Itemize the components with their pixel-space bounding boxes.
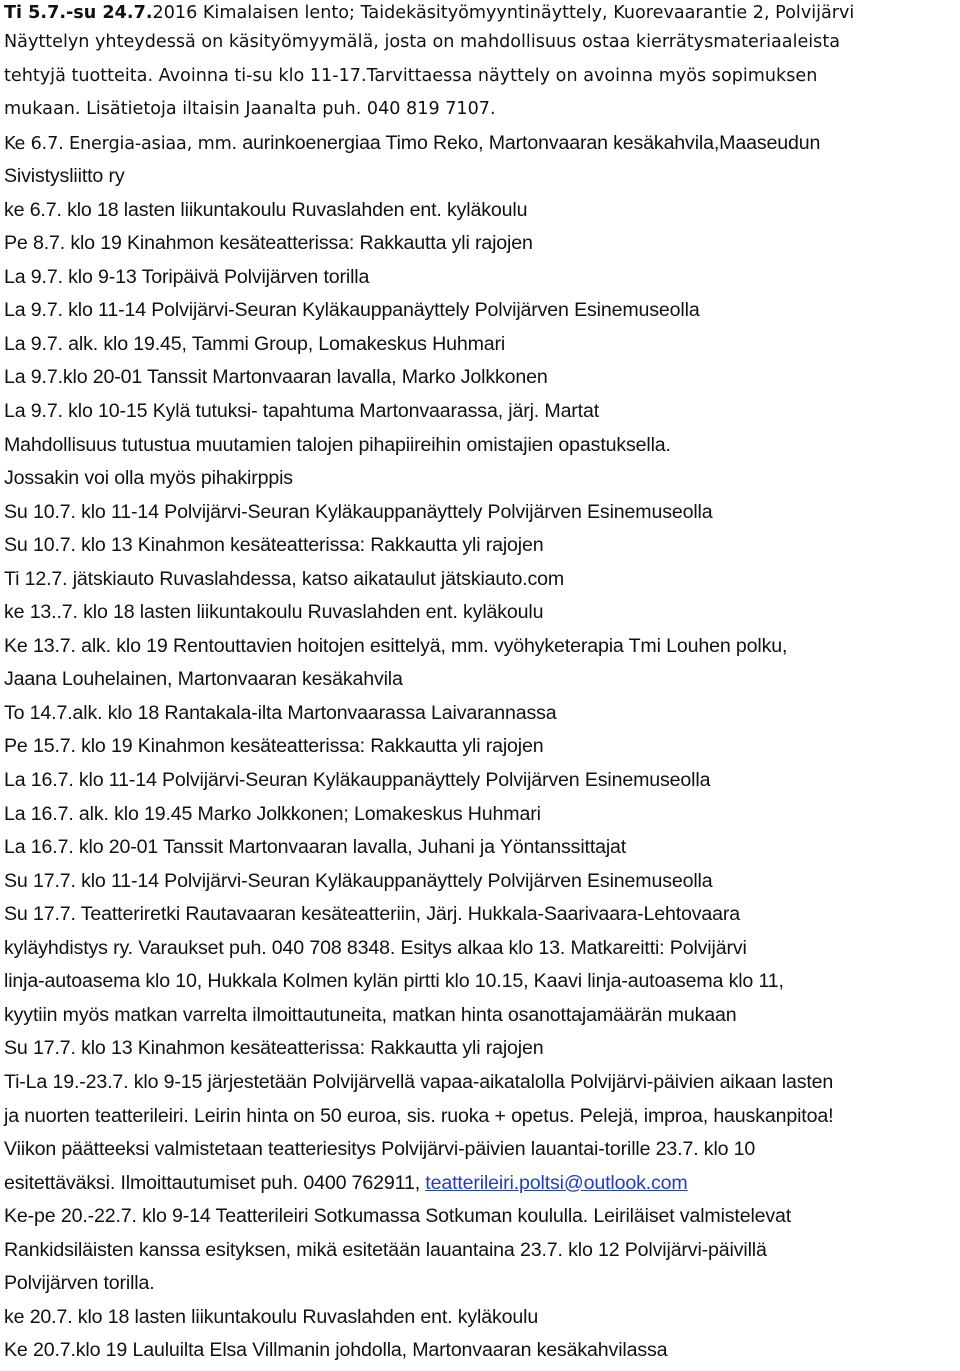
line-text: Ke 6.7. Energia-asiaa, mm. [4,133,237,154]
document-line [4,932,956,966]
line-text: kyläyhdistys ry. Varaukset puh. 040 708 8348. Esitys alkaa klo 13. Matkareitti: Polvijärvi [4,936,747,959]
line-text: Mahdollisuus tutustua muutamien talojen pihapiireihin omistajien opastuksella. [4,433,671,456]
line-text: Su 17.7. klo 11-14 Polvijärvi-Seuran Kyläkauppanäyttely Polvijärven Esinemuseolla [4,869,713,892]
line-text: La 16.7. alk. klo 19.45 Marko Jolkkonen; Lomakeskus Huhmari [4,802,541,825]
document-line [4,26,956,60]
line-text: 2016 Kimalaisen lento; Taidekäsityömyyntinäyttely, Kuorevaarantie 2, Polvijärvi [152,3,855,23]
line-text: To 14.7.alk. klo 18 Rantakala-ilta Martonvaarassa Laivarannassa [4,701,557,724]
line-text: Rankidsiläisten kanssa esityksen, mikä esitetään lauantaina 23.7. klo 12 Polvijärvi-päivillä [4,1238,767,1261]
document-line [4,496,956,530]
document-line [4,831,956,865]
event-listing-document [4,0,956,1368]
document-line [4,630,956,664]
document-line [4,1066,956,1100]
document-line [4,730,956,764]
line-text: tehtyjä tuotteita. Avoinna ti-su klo 11-17.Tarvittaessa näyttely on avoinna myös sopimuksen [4,65,818,86]
line-text: Ke 20.7.klo 19 Lauluilta Elsa Villmanin johdolla, Martonvaaran kesäkahvilassa [4,1339,668,1362]
document-line [4,127,956,161]
document-line [4,160,956,194]
line-text: Su 17.7. Teatteriretki Rautavaaran kesäteatteriin, Järj. Hukkala-Saarivaara-Lehtovaara [4,903,741,926]
line-text: La 9.7. klo 10-15 Kylä tutuksi- tapahtuma Martonvaarassa, järj. Martat [4,400,600,423]
document-line [4,563,956,597]
line-text: ke 13..7. klo 18 lasten liikuntakoulu Ruvaslahden ent. kyläkoulu [4,601,544,624]
line-text: La 16.7. klo 11-14 Polvijärvi-Seuran Kyläkauppanäyttely Polvijärven Esinemuseolla [4,769,711,792]
document-line [4,663,956,697]
document-line [4,0,956,26]
document-line [4,1334,956,1368]
document-line [4,965,956,999]
line-text: Su 10.7. klo 11-14 Polvijärvi-Seuran Kyläkauppanäyttely Polvijärven Esinemuseolla [4,500,713,523]
document-line [4,1267,956,1301]
document-line [4,361,956,395]
document-line [4,194,956,228]
line-text: Ke 13.7. alk. klo 19 Rentouttavien hoitojen esittelyä, mm. vyöhyketerapia Tmi Louhen polku, [4,634,788,657]
line-text: kyytiin myös matkan varrelta ilmoittautuneita, matkan hinta osanottajamäärän mukaan [4,1003,737,1026]
line-text: Sivistysliitto ry [4,165,125,188]
document-line [4,1234,956,1268]
document-line [4,798,956,832]
line-text: Ti 12.7. jätskiauto Ruvaslahdessa, katso aikataulut jätskiauto.com [4,567,565,590]
document-line [4,93,956,127]
line-text: Pe 15.7. klo 19 Kinahmon kesäteatterissa: Rakkautta yli rajojen [4,735,544,758]
document-line [4,1032,956,1066]
line-text: Näyttelyn yhteydessä on käsityömyymälä, josta on mahdollisuus ostaa kierrätysmateriaaleista [4,32,841,52]
document-line [4,898,956,932]
line-text: La 9.7. klo 11-14 Polvijärvi-Seuran Kyläkauppanäyttely Polvijärven Esinemuseolla [4,299,700,322]
line-text: aurinkoenergiaa Timo Reko, Martonvaaran kesäkahvila,Maaseudun [237,131,821,154]
line-text: La 16.7. klo 20-01 Tanssit Martonvaaran lavalla, Juhani ja Yöntanssittajat [4,836,627,859]
line-text: ja nuorten teatterileiri. Leirin hinta on 50 euroa, sis. ruoka + opetus. Pelejä, improa, hauskanpitoa! [4,1104,834,1127]
line-text: ke 6.7. klo 18 lasten liikuntakoulu Ruvaslahden ent. kyläkoulu [4,198,528,221]
document-line [4,596,956,630]
document-line [4,227,956,261]
document-line [4,1133,956,1167]
document-line [4,999,956,1033]
document-line [4,261,956,295]
line-text: La 9.7. klo 9-13 Toripäivä Polvijärven torilla [4,265,370,288]
line-text: Ke-pe 20.-22.7. klo 9-14 Teatterileiri Sotkumassa Sotkuman koululla. Leiriläiset valmistelevat [4,1205,792,1228]
line-text: La 9.7. alk. klo 19.45, Tammi Group, Lomakeskus Huhmari [4,332,506,355]
line-text: Su 10.7. klo 13 Kinahmon kesäteatterissa: Rakkautta yli rajojen [4,534,544,557]
document-line [4,328,956,362]
line-text: Pe 8.7. klo 19 Kinahmon kesäteatterissa: Rakkautta yli rajojen [4,232,533,255]
document-line [4,60,956,94]
line-text: Su 17.7. klo 13 Kinahmon kesäteatterissa: Rakkautta yli rajojen [4,1037,544,1060]
line-text: Ti 5.7.-su 24.7. [4,3,153,23]
line-text: esitettäväksi. Ilmoittautumiset puh. 0400 762911, [4,1171,426,1194]
document-line [4,697,956,731]
line-text: Ti-La 19.-23.7. klo 9-15 järjestetään Polvijärvellä vapaa-aikatalolla Polvijärvi-päivien aikaan lasten [4,1070,834,1093]
line-text: La 9.7.klo 20-01 Tanssit Martonvaaran lavalla, Marko Jolkkonen [4,366,548,389]
line-text: linja-autoasema klo 10, Hukkala Kolmen kylän pirtti klo 10.15, Kaavi linja-autoasema klo 11, [4,970,784,993]
document-line [4,462,956,496]
document-line [4,429,956,463]
line-text: mukaan. Lisätietoja iltaisin Jaanalta puh. 040 819 7107. [4,99,496,120]
document-line [4,1200,956,1234]
document-line [4,529,956,563]
document-line [4,764,956,798]
line-text: Polvijärven torilla. [4,1272,155,1295]
line-text: Jaana Louhelainen, Martonvaaran kesäkahvila [4,668,403,691]
document-line [4,1167,956,1201]
line-text: ke 20.7. klo 18 lasten liikuntakoulu Ruvaslahden ent. kyläkoulu [4,1305,539,1328]
document-line [4,1301,956,1335]
document-line [4,865,956,899]
line-text: Jossakin voi olla myös pihakirppis [4,467,293,490]
document-line [4,294,956,328]
document-line [4,395,956,429]
line-text: Viikon päätteeksi valmistetaan teatteriesitys Polvijärvi-päivien lauantai-torille 23.7. klo 10 [4,1138,756,1161]
document-line [4,1100,956,1134]
email-link[interactable]: teatterileiri.poltsi@outlook.com [425,1171,688,1194]
